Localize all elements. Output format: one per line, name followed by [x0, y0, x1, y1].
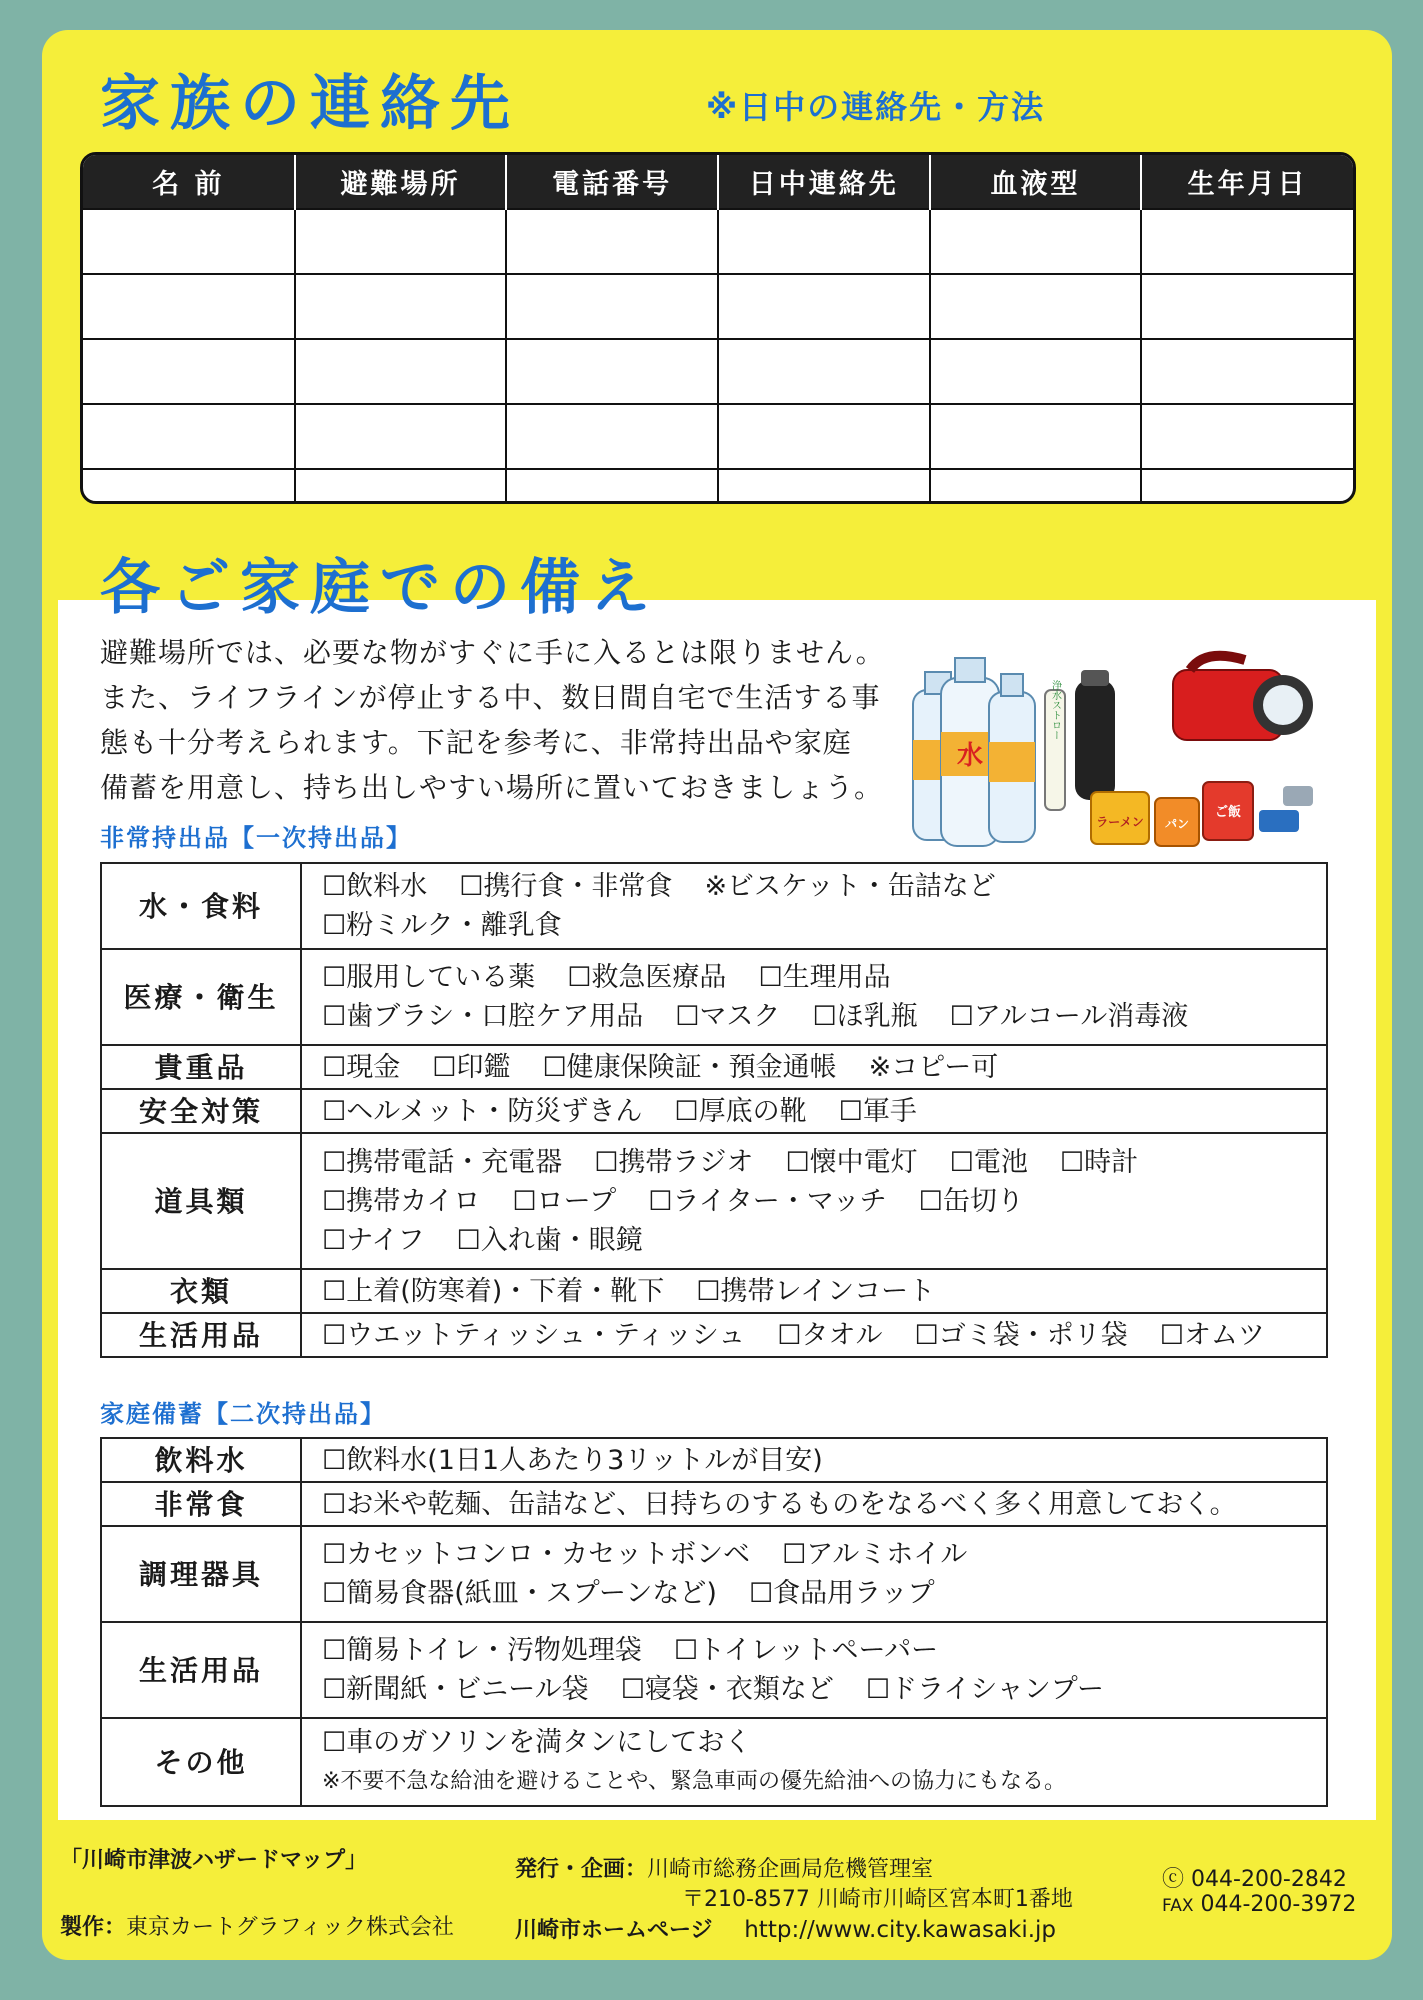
item-line — [322, 1221, 1326, 1260]
fax-label: FAX — [1162, 1896, 1194, 1916]
contact-subtitle: ※日中の連絡先・方法 — [706, 88, 1046, 126]
supplies-illustration — [905, 650, 1325, 860]
checklist-item[interactable]: ☐ 飲料水 — [322, 867, 427, 906]
contact-header: 生年月日 — [1141, 155, 1353, 209]
contact-cell[interactable] — [930, 209, 1142, 274]
contact-cell[interactable] — [506, 274, 718, 339]
checklist-item[interactable]: ☐ 電池 — [950, 1143, 1028, 1182]
contact-cell[interactable] — [83, 209, 295, 274]
checklist-item[interactable]: ☐ ライター・マッチ — [648, 1182, 886, 1221]
can-icon — [1203, 782, 1253, 840]
category-row — [101, 1089, 1327, 1133]
category-label: 生活用品 — [101, 1313, 301, 1357]
made-label: 製作： — [60, 1915, 127, 1940]
prep-title: 各ご家庭での備え — [100, 553, 660, 623]
category-items — [301, 1438, 1327, 1482]
category-label: 飲料水 — [101, 1438, 301, 1482]
checklist-item[interactable]: ☐ 粉ミルク・離乳食 — [322, 906, 562, 945]
category-label: 非常食 — [101, 1482, 301, 1526]
checklist-item[interactable]: ☐ ナイフ — [322, 1221, 425, 1260]
contact-cell[interactable] — [930, 469, 1142, 502]
intro-line: 避難場所では、必要な物がすぐに手に入るとは限りません。 — [100, 636, 885, 669]
item-line — [322, 1143, 1326, 1182]
checklist-item[interactable]: ☐ 携帯レインコート — [696, 1272, 935, 1311]
category-items — [301, 1526, 1327, 1622]
intro-text — [100, 630, 900, 810]
svg-text:ラーメン: ラーメン — [1096, 815, 1144, 829]
contact-cell[interactable] — [83, 274, 295, 339]
flashlight-icon — [1173, 656, 1313, 740]
thermos-icon — [1075, 670, 1115, 800]
category-label: 安全対策 — [101, 1089, 301, 1133]
checklist-item[interactable]: ☐ 車のガソリンを満タンにしておく — [322, 1723, 751, 1762]
intro-line: 備蓄を用意し、持ち出しやすい場所に置いておきましょう。 — [100, 771, 884, 804]
contact-cell[interactable] — [718, 404, 930, 469]
item-line — [322, 1182, 1326, 1221]
pub-name: 川崎市総務企画局危機管理室 — [647, 1857, 934, 1882]
category-row — [101, 1526, 1327, 1622]
category-items — [301, 1313, 1327, 1357]
contact-row — [83, 274, 1353, 339]
contact-cell[interactable] — [506, 209, 718, 274]
contact-cell[interactable] — [295, 209, 507, 274]
contact-cell[interactable] — [718, 274, 930, 339]
checklist-item[interactable]: ☐ 缶切り — [919, 1182, 1024, 1221]
checklist-item[interactable]: ☐ トイレットペーパー — [674, 1631, 938, 1670]
checklist-item[interactable]: ☐ 懐中電灯 — [785, 1143, 917, 1182]
item-line — [322, 1316, 1326, 1355]
hp-label: 川崎市ホームページ — [515, 1918, 713, 1943]
category-items — [301, 1269, 1327, 1313]
category-items — [301, 1718, 1327, 1806]
checklist-item[interactable]: ☐ 印鑑 — [432, 1048, 510, 1087]
item-line — [322, 1441, 1326, 1480]
category-items — [301, 1045, 1327, 1089]
svg-text:浄水ストロー: 浄水ストロー — [1049, 680, 1061, 740]
checklist-item[interactable]: ☐ 飲料水(1日1人あたり3リットルが目安) — [322, 1441, 823, 1480]
category-row — [101, 863, 1327, 949]
svg-text:ご飯: ご飯 — [1214, 805, 1242, 820]
category-label: その他 — [101, 1718, 301, 1806]
item-line — [322, 958, 1326, 997]
checklist-item[interactable]: ☐ タオル — [777, 1316, 882, 1355]
contact-cell[interactable] — [1141, 339, 1353, 404]
item-line — [322, 1092, 1326, 1131]
item-line — [322, 1048, 1326, 1087]
contact-row — [83, 339, 1353, 404]
category-items — [301, 1622, 1327, 1718]
contact-cell[interactable] — [83, 469, 295, 502]
checklist-item[interactable]: ☐ アルコール消毒液 — [950, 997, 1189, 1036]
publisher — [515, 1852, 933, 1883]
hp-url[interactable]: http://www.city.kawasaki.jp — [744, 1917, 1057, 1943]
category-row — [101, 1622, 1327, 1718]
contact-cell[interactable] — [295, 339, 507, 404]
category-row — [101, 1438, 1327, 1482]
checklist-item[interactable]: ☐ 生理用品 — [758, 958, 890, 997]
ramen-cup-icon — [1091, 792, 1149, 844]
contact-cell[interactable] — [1141, 209, 1353, 274]
svg-text:パン: パン — [1164, 817, 1190, 831]
contact-cell[interactable] — [83, 339, 295, 404]
category-row — [101, 949, 1327, 1045]
emergency-table — [100, 862, 1328, 1358]
stock-table — [100, 1437, 1328, 1807]
category-row — [101, 1718, 1327, 1806]
contact-cell[interactable] — [1141, 469, 1353, 502]
category-items — [301, 1482, 1327, 1526]
category-label: 医療・衛生 — [101, 949, 301, 1045]
fax — [1162, 1892, 1356, 1917]
checklist-item[interactable]: ☐ ロープ — [512, 1182, 616, 1221]
checklist-item[interactable]: ☐ 軍手 — [839, 1092, 917, 1131]
item-line — [322, 1272, 1326, 1311]
item-line — [322, 1631, 1326, 1670]
category-row — [101, 1269, 1327, 1313]
contact-cell[interactable] — [506, 469, 718, 502]
category-row — [101, 1313, 1327, 1357]
made-by — [60, 1910, 454, 1941]
checklist-item[interactable]: ☐ ゴミ袋・ポリ袋 — [915, 1316, 1128, 1355]
checklist-item[interactable]: ☐ 新聞紙・ビニール袋 — [322, 1670, 589, 1709]
item-note: ※ビスケット・缶詰など — [704, 871, 996, 902]
category-row — [101, 1482, 1327, 1526]
category-row — [101, 1045, 1327, 1089]
item-line — [322, 1723, 1326, 1762]
item-line — [322, 906, 1326, 945]
category-label: 調理器具 — [101, 1526, 301, 1622]
map-name: 「川崎市津波ハザードマップ」 — [60, 1848, 368, 1873]
category-row — [101, 1133, 1327, 1269]
category-items — [301, 1133, 1327, 1269]
emergency-label: 非常持出品【一次持出品】 — [100, 824, 412, 852]
checklist-item[interactable]: ☐ ほ乳瓶 — [812, 997, 917, 1036]
contact-cell[interactable] — [506, 404, 718, 469]
checklist-item[interactable]: ☐ 健康保険証・預金通帳 — [542, 1048, 836, 1087]
stock-label: 家庭備蓄【二次持出品】 — [100, 1400, 386, 1428]
checklist-item[interactable]: ☐ ウエットティッシュ・ティッシュ — [322, 1316, 745, 1355]
category-label: 道具類 — [101, 1133, 301, 1269]
checklist-item[interactable]: ☐ 時計 — [1060, 1143, 1138, 1182]
checklist-item[interactable]: ☐ 入れ歯・眼鏡 — [457, 1221, 643, 1260]
item-line — [322, 997, 1326, 1036]
item-note: ※コピー可 — [868, 1051, 999, 1083]
contact-row — [83, 209, 1353, 274]
checklist-item[interactable]: ☐ マスク — [675, 997, 780, 1036]
tel-number: 044-200-2842 — [1191, 1867, 1347, 1892]
svg-text:水: 水 — [956, 741, 984, 771]
battery-icon — [1259, 786, 1313, 832]
water-bottle-icon — [989, 674, 1035, 842]
contact-header: 名 前 — [83, 155, 295, 209]
contact-cell[interactable] — [930, 274, 1142, 339]
category-label: 衣類 — [101, 1269, 301, 1313]
checklist-item[interactable]: ☐ 簡易トイレ・汚物処理袋 — [322, 1631, 642, 1670]
checklist-item[interactable]: ☐ 現金 — [322, 1048, 400, 1087]
contact-header: 血液型 — [930, 155, 1142, 209]
contact-cell[interactable] — [295, 404, 507, 469]
pub-label: 発行・企画： — [515, 1857, 648, 1882]
checklist-item[interactable]: ☐ 厚底の靴 — [674, 1092, 806, 1131]
contact-cell[interactable] — [718, 469, 930, 502]
intro-line: 態も十分考えられます。下記を参考に、非常持出品や家庭 — [100, 726, 852, 759]
item-line — [322, 1535, 1326, 1574]
contact-title: 家族の連絡先 — [100, 69, 520, 139]
contact-cell[interactable] — [1141, 404, 1353, 469]
category-label: 水・食料 — [101, 863, 301, 949]
item-line — [322, 1574, 1326, 1613]
contact-row — [83, 469, 1353, 502]
phone-icon: ⓒ — [1162, 1867, 1185, 1892]
contact-cell[interactable] — [295, 274, 507, 339]
category-items — [301, 949, 1327, 1045]
category-label: 貴重品 — [101, 1045, 301, 1089]
checklist-item[interactable]: ☐ 携帯ラジオ — [594, 1143, 753, 1182]
contact-header: 日中連絡先 — [718, 155, 930, 209]
address: 〒210-8577 川崎市川崎区宮本町1番地 — [682, 1887, 1073, 1912]
contact-header: 避難場所 — [295, 155, 507, 209]
checklist-item[interactable]: ☐ 救急医療品 — [567, 958, 726, 997]
contact-row — [83, 404, 1353, 469]
contact-table — [80, 152, 1356, 504]
contact-cell[interactable] — [718, 339, 930, 404]
checklist-item[interactable]: ☐ 歯ブラシ・口腔ケア用品 — [322, 997, 643, 1036]
contact-cell[interactable] — [718, 209, 930, 274]
checklist-item[interactable]: ☐ 上着(防寒着)・下着・靴下 — [322, 1272, 664, 1311]
item-line — [322, 1670, 1326, 1709]
made-by-name: 東京カートグラフィック株式会社 — [126, 1915, 454, 1940]
contact-header: 電話番号 — [506, 155, 718, 209]
contact-cell[interactable] — [83, 404, 295, 469]
contact-cell[interactable] — [295, 469, 507, 502]
checklist-item[interactable]: ☐ 簡易食器(紙皿・スプーンなど) — [322, 1574, 717, 1613]
category-items — [301, 863, 1327, 949]
checklist-item[interactable]: ☐ アルミホイル — [782, 1535, 967, 1574]
checklist-item[interactable]: ☐ お米や乾麺、缶詰など、日持ちのするものをなるべく多く用意しておく。 — [322, 1485, 1237, 1524]
straw-icon — [1045, 679, 1065, 810]
category-items — [301, 1089, 1327, 1133]
checklist-item[interactable]: ☐ ドライシャンプー — [866, 1670, 1104, 1709]
checklist-item[interactable]: ☐ ヘルメット・防災ずきん — [322, 1092, 642, 1131]
checklist-item[interactable]: ☐ 携帯電話・充電器 — [322, 1143, 562, 1182]
contact-cell[interactable] — [930, 404, 1142, 469]
item-line — [322, 1485, 1326, 1524]
checklist-item[interactable]: ☐ カセットコンロ・カセットボンベ — [322, 1535, 750, 1574]
checklist-item[interactable]: ☐ オムツ — [1160, 1316, 1265, 1355]
can-icon — [1155, 798, 1199, 846]
contact-cell[interactable] — [930, 339, 1142, 404]
fax-number: 044-200-3972 — [1200, 1892, 1357, 1917]
contact-cell[interactable] — [506, 339, 718, 404]
checklist-item[interactable]: ☐ 服用している薬 — [322, 958, 535, 997]
item-line — [322, 867, 1326, 906]
checklist-item[interactable]: ☐ 食品用ラップ — [749, 1574, 935, 1613]
tel — [1162, 1862, 1347, 1893]
homepage — [515, 1913, 1056, 1944]
category-label: 生活用品 — [101, 1622, 301, 1718]
item-note: ※不要不急な給油を避けることや、緊急車両の優先給油への協力にもなる。 — [322, 1769, 1066, 1794]
contact-cell[interactable] — [1141, 274, 1353, 339]
checklist-item[interactable]: ☐ 携帯カイロ — [322, 1182, 480, 1221]
intro-line: また、ライフラインが停止する中、数日間自宅で生活する事 — [100, 681, 881, 714]
checklist-item[interactable]: ☐ 携行食・非常食 — [459, 867, 672, 906]
checklist-item[interactable]: ☐ 寝袋・衣類など — [621, 1670, 834, 1709]
